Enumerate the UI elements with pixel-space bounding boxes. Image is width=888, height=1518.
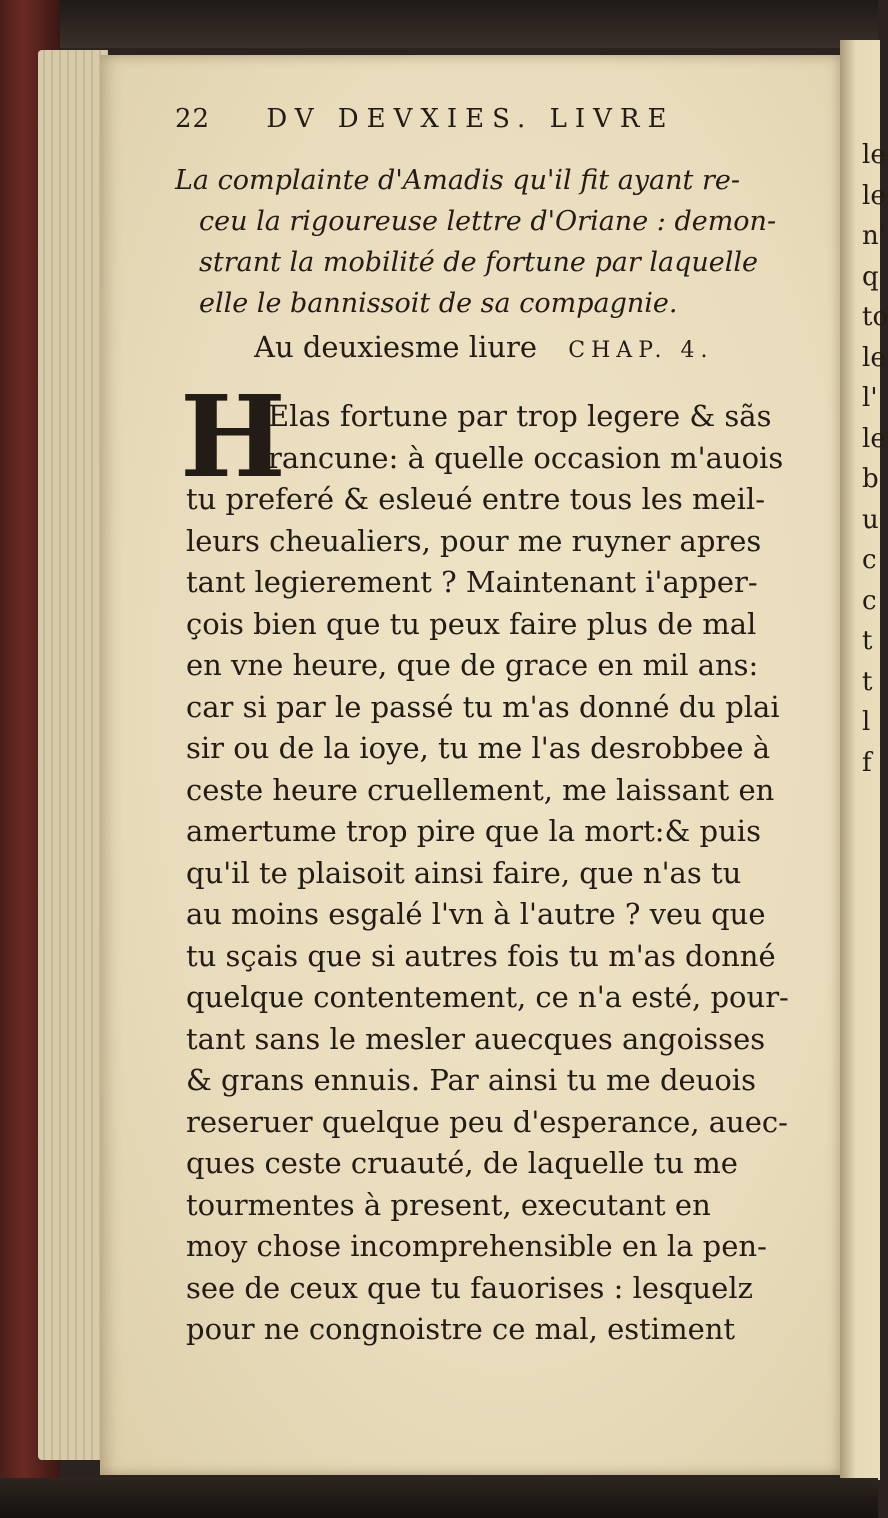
body-line: reseruer quelque peu d'esperance, auec- — [186, 1104, 788, 1139]
adjacent-page-letter: q — [862, 261, 879, 292]
heading-line: ceu la rigoureuse lettre d'Oriane : demon- — [199, 206, 777, 237]
heading-line: La complainte d'Amadis qu'il fit ayant re- — [175, 165, 740, 196]
adjacent-page-letter: l' — [862, 383, 878, 413]
adjacent-page-letter: le — [862, 423, 886, 454]
chapter-heading — [175, 160, 815, 324]
adjacent-page-letter: le — [862, 342, 886, 373]
body-line: au moins esgalé l'vn à l'autre ? veu que — [186, 897, 766, 931]
body-line: tu sçais que si autres fois tu m'as donné — [186, 938, 776, 973]
adjacent-page-letter: u — [862, 504, 879, 535]
body-line: quelque contentement, ce n'a esté, pour- — [186, 980, 789, 1014]
body-line: Elas fortune par trop legere & sãs — [268, 399, 772, 433]
body-line: see de ceux que tu fauorises : lesquelz — [186, 1270, 753, 1305]
book-bottom-shadow — [0, 1478, 878, 1518]
adjacent-page-letter: n' — [862, 221, 886, 251]
body-line: moy chose incomprehensible en la pen- — [186, 1229, 767, 1263]
adjacent-page-letter: f — [862, 747, 872, 778]
adjacent-page-text — [862, 135, 888, 783]
body-line: tant legierement ? Maintenant i'apper- — [186, 565, 758, 599]
body-line: çois bien que tu peux faire plus de mal — [186, 606, 757, 641]
body-line: amertume trop pire que la mort:& puis — [186, 814, 761, 848]
body-line: sir ou de la ioye, tu me l'as desrobbee à — [186, 731, 770, 765]
adjacent-page-letter: c — [862, 585, 877, 616]
body-text — [186, 396, 806, 1351]
body-line: tant sans le mesler auecques angoisses — [186, 1021, 766, 1056]
page-number: 22 — [175, 104, 211, 134]
body-line: ques ceste cruauté, de laquelle tu me — [186, 1146, 738, 1180]
page-edges — [38, 50, 108, 1460]
heading-line: strant la mobilité de fortune par laquelle — [199, 247, 758, 278]
adjacent-page-letter: to — [862, 302, 888, 332]
body-line: ceste heure cruellement, me laissant en — [186, 772, 775, 807]
body-line: rancune: à quelle occasion m'auois — [268, 440, 784, 475]
running-title: DV DEVXIES. LIVRE — [266, 104, 675, 134]
body-line: tu preferé & esleué entre tous les meil- — [186, 482, 766, 516]
body-line: qu'il te plaisoit ainsi faire, que n'as tu — [186, 855, 742, 890]
adjacent-page-letter: t — [862, 626, 873, 656]
chapter-number: CHAP. 4. — [568, 338, 714, 363]
adjacent-page-letter: b — [862, 464, 879, 494]
heading-line: elle le bannissoit de sa compagnie. — [199, 288, 678, 319]
adjacent-page-letter: t — [862, 666, 873, 697]
body-line: car si par le passé tu m'as donné du plai — [186, 689, 780, 724]
chapter-label — [254, 330, 814, 364]
drop-cap: H — [180, 372, 286, 503]
chapter-book-label: Au deuxiesme liure — [254, 330, 538, 364]
running-header — [175, 104, 735, 140]
adjacent-page-letter: c — [862, 545, 877, 575]
body-line: en vne heure, que de grace en mil ans: — [186, 648, 759, 682]
adjacent-page-letter: le — [862, 140, 886, 170]
adjacent-page-letter: l — [862, 707, 871, 737]
body-line: & grans ennuis. Par ainsi tu me deuois — [186, 1063, 756, 1097]
body-line: tourmentes à present, executant en — [186, 1187, 711, 1222]
body-line: pour ne congnoistre ce mal, estiment — [186, 1312, 736, 1346]
adjacent-page-letter: le — [862, 180, 886, 211]
body-line: leurs cheualiers, pour me ruyner apres — [186, 523, 762, 558]
book-top-shadow — [0, 0, 878, 48]
